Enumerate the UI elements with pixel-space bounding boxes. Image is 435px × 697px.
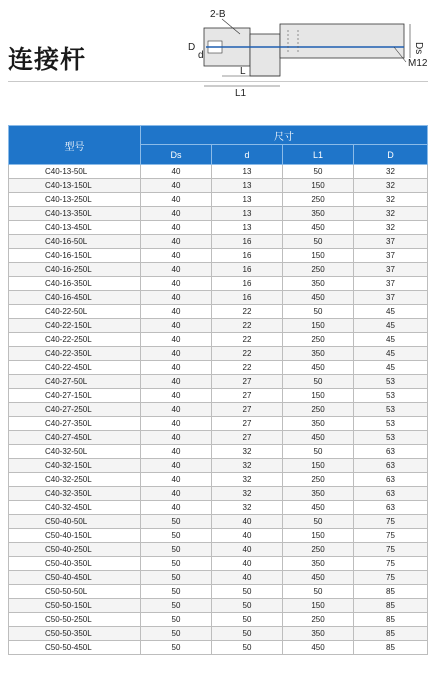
value-cell: 75 xyxy=(354,557,428,571)
value-cell: 27 xyxy=(212,431,283,445)
value-cell: 37 xyxy=(354,277,428,291)
value-cell: 37 xyxy=(354,263,428,277)
table-row xyxy=(9,165,428,179)
value-cell: 40 xyxy=(141,165,212,179)
value-cell: 250 xyxy=(283,473,354,487)
value-cell: 75 xyxy=(354,543,428,557)
table-row xyxy=(9,627,428,641)
value-cell: 13 xyxy=(212,207,283,221)
value-cell: 50 xyxy=(141,543,212,557)
value-cell: 450 xyxy=(283,571,354,585)
value-cell: 16 xyxy=(212,291,283,305)
value-cell: 53 xyxy=(354,389,428,403)
value-cell: 63 xyxy=(354,487,428,501)
extension-rod-drawing xyxy=(170,0,435,110)
value-cell: 50 xyxy=(283,375,354,389)
value-cell: 75 xyxy=(354,529,428,543)
value-cell: 16 xyxy=(212,277,283,291)
table-row xyxy=(9,417,428,431)
value-cell: 40 xyxy=(141,389,212,403)
table-row xyxy=(9,459,428,473)
model-cell: C40-32-450L xyxy=(9,501,141,515)
table-row xyxy=(9,263,428,277)
value-cell: 40 xyxy=(141,403,212,417)
model-cell: C40-32-350L xyxy=(9,487,141,501)
value-cell: 350 xyxy=(283,627,354,641)
value-cell: 63 xyxy=(354,473,428,487)
model-cell: C40-32-50L xyxy=(9,445,141,459)
table-row xyxy=(9,291,428,305)
value-cell: 63 xyxy=(354,459,428,473)
value-cell: 250 xyxy=(283,543,354,557)
value-cell: 45 xyxy=(354,333,428,347)
value-cell: 40 xyxy=(141,305,212,319)
value-cell: 50 xyxy=(283,165,354,179)
table-row xyxy=(9,193,428,207)
col-header-d: d xyxy=(212,145,283,165)
model-cell: C50-40-350L xyxy=(9,557,141,571)
model-cell: C40-16-50L xyxy=(9,235,141,249)
value-cell: 45 xyxy=(354,319,428,333)
value-cell: 16 xyxy=(212,263,283,277)
value-cell: 150 xyxy=(283,319,354,333)
value-cell: 85 xyxy=(354,627,428,641)
value-cell: 450 xyxy=(283,501,354,515)
value-cell: 250 xyxy=(283,193,354,207)
rod-outline xyxy=(204,24,404,76)
value-cell: 350 xyxy=(283,207,354,221)
value-cell: 32 xyxy=(212,501,283,515)
value-cell: 150 xyxy=(283,179,354,193)
value-cell: 22 xyxy=(212,305,283,319)
value-cell: 40 xyxy=(141,347,212,361)
value-cell: 85 xyxy=(354,613,428,627)
table-row xyxy=(9,557,428,571)
model-cell: C40-22-450L xyxy=(9,361,141,375)
value-cell: 40 xyxy=(212,529,283,543)
model-cell: C40-27-350L xyxy=(9,417,141,431)
value-cell: 50 xyxy=(141,529,212,543)
value-cell: 50 xyxy=(212,599,283,613)
model-cell: C40-16-450L xyxy=(9,291,141,305)
value-cell: 27 xyxy=(212,403,283,417)
value-cell: 37 xyxy=(354,291,428,305)
model-cell: C40-13-150L xyxy=(9,179,141,193)
value-cell: 85 xyxy=(354,641,428,655)
table-row xyxy=(9,515,428,529)
label-D: D xyxy=(188,42,196,53)
value-cell: 32 xyxy=(212,445,283,459)
table-row xyxy=(9,501,428,515)
spec-table-body xyxy=(9,165,428,655)
value-cell: 50 xyxy=(141,613,212,627)
value-cell: 450 xyxy=(283,291,354,305)
page-title: 连接杆 xyxy=(8,45,87,74)
value-cell: 40 xyxy=(141,459,212,473)
table-row xyxy=(9,207,428,221)
value-cell: 63 xyxy=(354,501,428,515)
table-row xyxy=(9,235,428,249)
table-row xyxy=(9,613,428,627)
value-cell: 150 xyxy=(283,389,354,403)
value-cell: 40 xyxy=(212,557,283,571)
value-cell: 40 xyxy=(141,319,212,333)
value-cell: 40 xyxy=(141,501,212,515)
table-row xyxy=(9,221,428,235)
value-cell: 250 xyxy=(283,263,354,277)
value-cell: 63 xyxy=(354,445,428,459)
value-cell: 250 xyxy=(283,613,354,627)
model-cell: C40-22-50L xyxy=(9,305,141,319)
value-cell: 45 xyxy=(354,347,428,361)
value-cell: 250 xyxy=(283,403,354,417)
model-cell: C40-32-250L xyxy=(9,473,141,487)
model-cell: C50-50-150L xyxy=(9,599,141,613)
table-row xyxy=(9,445,428,459)
value-cell: 40 xyxy=(212,515,283,529)
value-cell: 85 xyxy=(354,599,428,613)
value-cell: 40 xyxy=(141,333,212,347)
table-row xyxy=(9,641,428,655)
value-cell: 40 xyxy=(141,221,212,235)
col-header-ds: Ds xyxy=(141,145,212,165)
model-cell: C50-50-250L xyxy=(9,613,141,627)
table-row xyxy=(9,599,428,613)
value-cell: 150 xyxy=(283,249,354,263)
value-cell: 450 xyxy=(283,431,354,445)
model-cell: C40-27-50L xyxy=(9,375,141,389)
value-cell: 50 xyxy=(283,585,354,599)
value-cell: 37 xyxy=(354,249,428,263)
model-cell: C50-40-150L xyxy=(9,529,141,543)
value-cell: 75 xyxy=(354,571,428,585)
value-cell: 50 xyxy=(141,599,212,613)
value-cell: 40 xyxy=(141,277,212,291)
value-cell: 350 xyxy=(283,347,354,361)
value-cell: 45 xyxy=(354,305,428,319)
value-cell: 250 xyxy=(283,333,354,347)
table-row xyxy=(9,473,428,487)
label-2b: 2-B xyxy=(210,9,226,20)
col-header-l1: L1 xyxy=(283,145,354,165)
value-cell: 50 xyxy=(212,613,283,627)
value-cell: 40 xyxy=(141,487,212,501)
value-cell: 150 xyxy=(283,459,354,473)
model-cell: C40-13-250L xyxy=(9,193,141,207)
value-cell: 40 xyxy=(141,361,212,375)
value-cell: 32 xyxy=(354,221,428,235)
spec-table xyxy=(8,125,428,655)
value-cell: 50 xyxy=(283,235,354,249)
value-cell: 40 xyxy=(141,193,212,207)
table-row xyxy=(9,431,428,445)
value-cell: 50 xyxy=(212,641,283,655)
value-cell: 13 xyxy=(212,179,283,193)
model-cell: C50-40-250L xyxy=(9,543,141,557)
value-cell: 16 xyxy=(212,249,283,263)
label-d: d xyxy=(198,50,204,61)
value-cell: 22 xyxy=(212,347,283,361)
table-row xyxy=(9,585,428,599)
value-cell: 22 xyxy=(212,333,283,347)
label-Ds: Ds xyxy=(413,42,424,55)
value-cell: 32 xyxy=(354,165,428,179)
value-cell: 350 xyxy=(283,277,354,291)
value-cell: 32 xyxy=(212,459,283,473)
table-row xyxy=(9,571,428,585)
value-cell: 32 xyxy=(354,179,428,193)
value-cell: 40 xyxy=(141,249,212,263)
model-cell: C40-27-150L xyxy=(9,389,141,403)
value-cell: 40 xyxy=(141,375,212,389)
value-cell: 50 xyxy=(283,305,354,319)
model-cell: C40-13-450L xyxy=(9,221,141,235)
value-cell: 150 xyxy=(283,529,354,543)
value-cell: 32 xyxy=(212,487,283,501)
value-cell: 16 xyxy=(212,235,283,249)
model-header: 型号 xyxy=(9,126,141,165)
value-cell: 22 xyxy=(212,319,283,333)
neck-part xyxy=(250,34,280,76)
model-cell: C40-16-150L xyxy=(9,249,141,263)
col-header-D: D xyxy=(354,145,428,165)
value-cell: 40 xyxy=(141,473,212,487)
value-cell: 40 xyxy=(141,207,212,221)
table-row xyxy=(9,347,428,361)
value-cell: 27 xyxy=(212,417,283,431)
value-cell: 53 xyxy=(354,375,428,389)
value-cell: 27 xyxy=(212,389,283,403)
label-M12: M12 xyxy=(408,58,428,69)
value-cell: 40 xyxy=(212,571,283,585)
table-row xyxy=(9,375,428,389)
value-cell: 350 xyxy=(283,557,354,571)
value-cell: 27 xyxy=(212,375,283,389)
value-cell: 50 xyxy=(141,557,212,571)
value-cell: 50 xyxy=(141,515,212,529)
model-cell: C50-40-50L xyxy=(9,515,141,529)
value-cell: 40 xyxy=(141,179,212,193)
value-cell: 32 xyxy=(354,207,428,221)
model-cell: C40-16-350L xyxy=(9,277,141,291)
value-cell: 40 xyxy=(212,543,283,557)
label-L: L xyxy=(240,66,246,77)
value-cell: 75 xyxy=(354,515,428,529)
model-cell: C40-27-250L xyxy=(9,403,141,417)
value-cell: 350 xyxy=(283,417,354,431)
value-cell: 50 xyxy=(141,641,212,655)
value-cell: 450 xyxy=(283,641,354,655)
value-cell: 40 xyxy=(141,291,212,305)
value-cell: 32 xyxy=(212,473,283,487)
value-cell: 13 xyxy=(212,165,283,179)
label-L1: L1 xyxy=(235,88,247,99)
value-cell: 85 xyxy=(354,585,428,599)
value-cell: 13 xyxy=(212,221,283,235)
value-cell: 450 xyxy=(283,361,354,375)
value-cell: 150 xyxy=(283,599,354,613)
model-cell: C40-27-450L xyxy=(9,431,141,445)
value-cell: 53 xyxy=(354,431,428,445)
model-cell: C40-16-250L xyxy=(9,263,141,277)
model-cell: C40-13-350L xyxy=(9,207,141,221)
value-cell: 50 xyxy=(283,445,354,459)
value-cell: 50 xyxy=(212,627,283,641)
shank-part xyxy=(280,24,404,58)
model-cell: C40-22-350L xyxy=(9,347,141,361)
table-row xyxy=(9,249,428,263)
table-row xyxy=(9,543,428,557)
value-cell: 13 xyxy=(212,193,283,207)
value-cell: 50 xyxy=(141,627,212,641)
value-cell: 53 xyxy=(354,417,428,431)
value-cell: 50 xyxy=(141,585,212,599)
size-header: 尺寸 xyxy=(141,126,428,145)
value-cell: 50 xyxy=(141,571,212,585)
value-cell: 40 xyxy=(141,263,212,277)
model-cell: C40-22-150L xyxy=(9,319,141,333)
value-cell: 350 xyxy=(283,487,354,501)
model-cell: C50-40-450L xyxy=(9,571,141,585)
table-row xyxy=(9,305,428,319)
model-cell: C40-22-250L xyxy=(9,333,141,347)
table-row xyxy=(9,277,428,291)
value-cell: 37 xyxy=(354,235,428,249)
value-cell: 50 xyxy=(212,585,283,599)
value-cell: 22 xyxy=(212,361,283,375)
value-cell: 45 xyxy=(354,361,428,375)
table-row xyxy=(9,333,428,347)
value-cell: 40 xyxy=(141,417,212,431)
model-cell: C40-32-150L xyxy=(9,459,141,473)
table-row xyxy=(9,361,428,375)
value-cell: 32 xyxy=(354,193,428,207)
model-cell: C40-13-50L xyxy=(9,165,141,179)
table-row xyxy=(9,529,428,543)
table-row xyxy=(9,319,428,333)
table-row xyxy=(9,403,428,417)
model-cell: C50-50-350L xyxy=(9,627,141,641)
model-cell: C50-50-50L xyxy=(9,585,141,599)
value-cell: 50 xyxy=(283,515,354,529)
table-row xyxy=(9,389,428,403)
value-cell: 53 xyxy=(354,403,428,417)
value-cell: 40 xyxy=(141,235,212,249)
model-cell: C50-50-450L xyxy=(9,641,141,655)
table-row xyxy=(9,179,428,193)
table-row xyxy=(9,487,428,501)
value-cell: 450 xyxy=(283,221,354,235)
value-cell: 40 xyxy=(141,431,212,445)
value-cell: 40 xyxy=(141,445,212,459)
